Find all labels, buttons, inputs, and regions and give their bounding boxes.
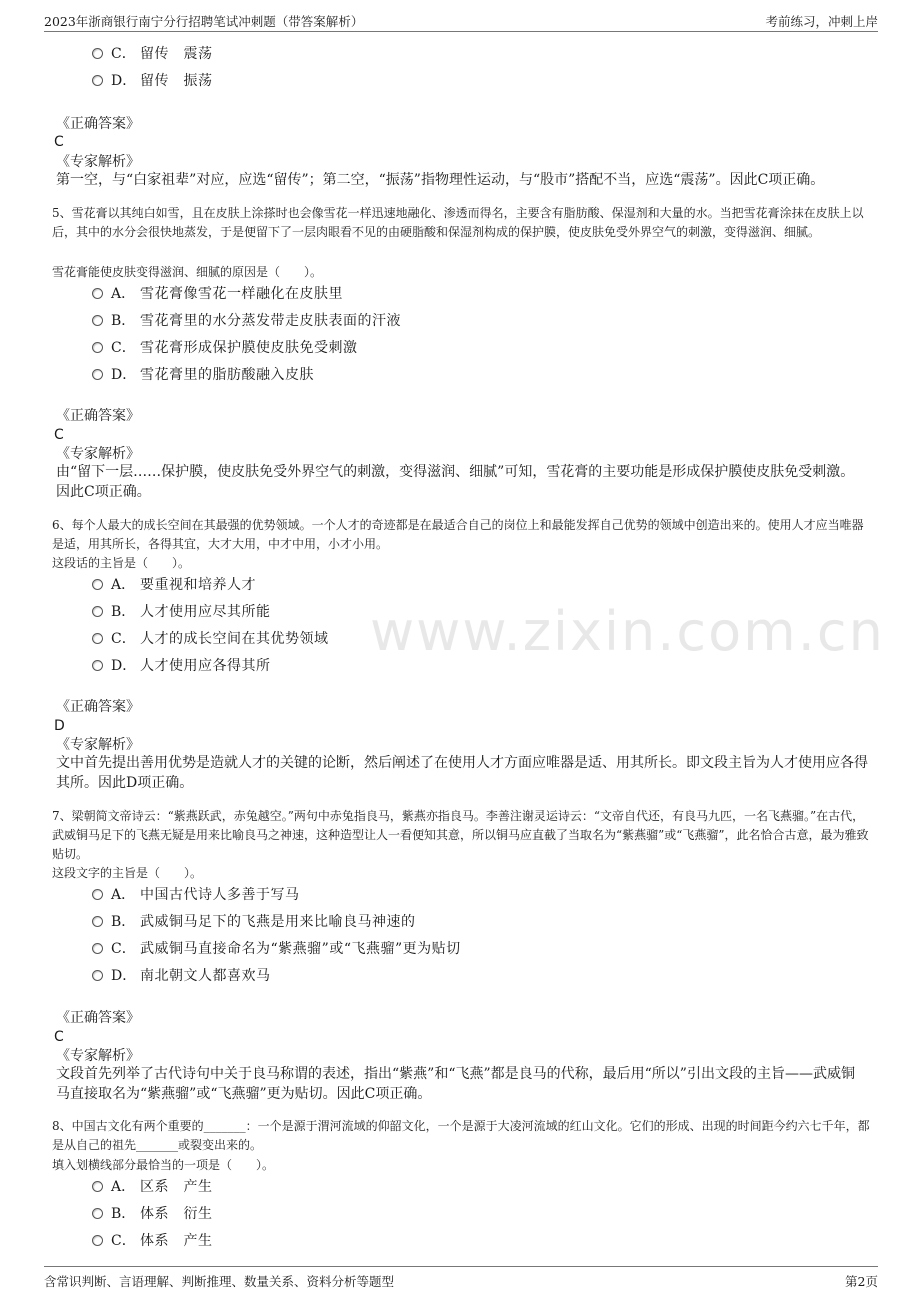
header-slogan: 考前练习，冲刺上岸 <box>765 14 878 29</box>
option-q5-d[interactable]: D． 雪花膏里的脂肪酸融入皮肤 <box>92 364 314 386</box>
correct-answer: C <box>54 1029 64 1045</box>
analysis-label: 《专家解析》 <box>56 154 140 170</box>
question-8-stem: 填入划横线部分最恰当的一项是（ ）。 <box>52 1158 275 1172</box>
correct-answer: D <box>54 718 65 734</box>
option-q8-b[interactable]: B． 体系 衍生 <box>92 1203 213 1225</box>
radio-icon[interactable] <box>92 369 103 380</box>
radio-icon[interactable] <box>92 889 103 900</box>
footer-categories: 含常识判断、言语理解、判断推理、数量关系、资料分析等题型 <box>44 1274 395 1289</box>
option-q5-c[interactable]: C． 雪花膏形成保护膜使皮肤免受刺激 <box>92 337 358 359</box>
radio-icon[interactable] <box>92 288 103 299</box>
radio-icon[interactable] <box>92 660 103 671</box>
option-q5-b[interactable]: B． 雪花膏里的水分蒸发带走皮肤表面的汗液 <box>92 310 401 332</box>
correct-answer: C <box>54 134 64 150</box>
question-5: 5、雪花膏以其纯白如雪，且在皮肤上涂搽时也会像雪花一样迅速地融化、渗透而得名，主要含有脂肪酸、保湿剂和大量的水。当把雪花膏涂抹在皮肤上以后，其中的水分会很快地蒸发，于是便留下了一层肉眼看不见的由硬脂酸和保湿剂构成的保护膜，使皮肤免受外界空气的刺激，变得滋润、细腻。 <box>52 206 864 239</box>
option-q4-d[interactable]: D． 留传 振荡 <box>92 70 213 92</box>
page-header <box>44 10 878 32</box>
radio-icon[interactable] <box>92 916 103 927</box>
answer-label: 《正确答案》 <box>56 1010 140 1026</box>
document-title: 2023年浙商银行南宁分行招聘笔试冲刺题（带答案解析） <box>44 14 364 29</box>
question-7: 7、梁朝简文帝诗云：“紫燕跃武，赤兔越空。”两句中赤兔指良马，紫燕亦指良马。李善注谢灵运诗云：“文帝自代还，有良马九匹，一名飞燕骝。”在古代，武威铜马足下的飞燕无疑是用来比喻良马之神速，这种造型让人一看便知其意，所以铜马应直截了当取名为“紫燕骝”或“飞燕骝”，此名恰合古意，最为雅致贴切。 <box>52 809 869 861</box>
option-q8-c[interactable]: C． 体系 产生 <box>92 1230 213 1252</box>
question-6: 6、每个人最大的成长空间在其最强的优势领域。一个人才的奇迹都是在最适合自己的岗位上和最能发挥自己优势的领域中创造出来的。使用人才应当唯器是适，用其所长，各得其宜，大才大用，中才中用，小才小用。 <box>52 518 864 551</box>
radio-icon[interactable] <box>92 943 103 954</box>
option-q6-d[interactable]: D． 人才使用应各得其所 <box>92 655 271 677</box>
analysis-text: 文段首先列举了古代诗句中关于良马称谓的表述，指出“紫燕”和“飞燕”都是良马的代称，最后用“所以”引出文段的主旨——武威铜马直接取名为“紫燕骝”或“飞燕骝”更为贴切。因此C项正确。 <box>56 1066 855 1102</box>
radio-icon[interactable] <box>92 579 103 590</box>
option-q7-c[interactable]: C． 武威铜马直接命名为“紫燕骝”或“飞燕骝”更为贴切 <box>92 938 461 960</box>
question-7-stem: 这段文字的主旨是（ ）。 <box>52 866 203 880</box>
option-q5-a[interactable]: A． 雪花膏像雪花一样融化在皮肤里 <box>92 283 343 305</box>
radio-icon[interactable] <box>92 633 103 644</box>
watermark: www.zixin.com.cn <box>370 600 885 663</box>
radio-icon[interactable] <box>92 342 103 353</box>
analysis-label: 《专家解析》 <box>56 737 140 753</box>
page-number: 第2页 <box>845 1274 878 1289</box>
analysis-text: 文中首先提出善用优势是造就人才的关键的论断，然后阐述了在使用人才方面应唯器是适、用其所长。即文段主旨为人才使用应各得其所。因此D项正确。 <box>56 755 868 791</box>
option-q6-c[interactable]: C． 人才的成长空间在其优势领域 <box>92 628 329 650</box>
radio-icon[interactable] <box>92 1235 103 1246</box>
answer-label: 《正确答案》 <box>56 116 140 132</box>
radio-icon[interactable] <box>92 606 103 617</box>
option-q4-c[interactable]: C． 留传 震荡 <box>92 43 213 65</box>
option-q8-a[interactable]: A． 区系 产生 <box>92 1176 213 1198</box>
option-q6-a[interactable]: A． 要重视和培养人才 <box>92 574 256 596</box>
analysis-label: 《专家解析》 <box>56 446 140 462</box>
question-5-stem: 雪花膏能使皮肤变得滋润、细腻的原因是（ ）。 <box>52 265 323 279</box>
radio-icon[interactable] <box>92 75 103 86</box>
answer-label: 《正确答案》 <box>56 408 140 424</box>
radio-icon[interactable] <box>92 1208 103 1219</box>
option-q7-d[interactable]: D． 南北朝文人都喜欢马 <box>92 965 271 987</box>
analysis-text: 第一空，与“白家祖辈”对应，应选“留传”；第二空，“振荡”指物理性运动，与“股市”搭配不当，应选“震荡”。因此C项正确。 <box>56 172 825 188</box>
analysis-text: 由“留下一层……保护膜，使皮肤免受外界空气的刺激，变得滋润、细腻”可知，雪花膏的主要功能是形成保护膜使皮肤免受刺激。因此C项正确。 <box>56 464 855 500</box>
radio-icon[interactable] <box>92 48 103 59</box>
correct-answer: C <box>54 427 64 443</box>
option-q7-a[interactable]: A． 中国古代诗人多善于写马 <box>92 884 300 906</box>
answer-label: 《正确答案》 <box>56 699 140 715</box>
option-q6-b[interactable]: B． 人才使用应尽其所能 <box>92 601 271 623</box>
radio-icon[interactable] <box>92 315 103 326</box>
radio-icon[interactable] <box>92 970 103 981</box>
analysis-label: 《专家解析》 <box>56 1048 140 1064</box>
option-q7-b[interactable]: B． 武威铜马足下的飞燕是用来比喻良马神速的 <box>92 911 416 933</box>
question-8: 8、中国古文化有两个重要的_______：一个是源于渭河流域的仰韶文化，一个是源于大凌河流域的红山文化。它们的形成、出现的时间距今约六七千年，都是从自己的祖先_______或裂变出来的。 <box>52 1119 870 1152</box>
radio-icon[interactable] <box>92 1181 103 1192</box>
question-6-stem: 这段话的主旨是（ ）。 <box>52 556 191 570</box>
page-footer <box>44 1266 878 1296</box>
